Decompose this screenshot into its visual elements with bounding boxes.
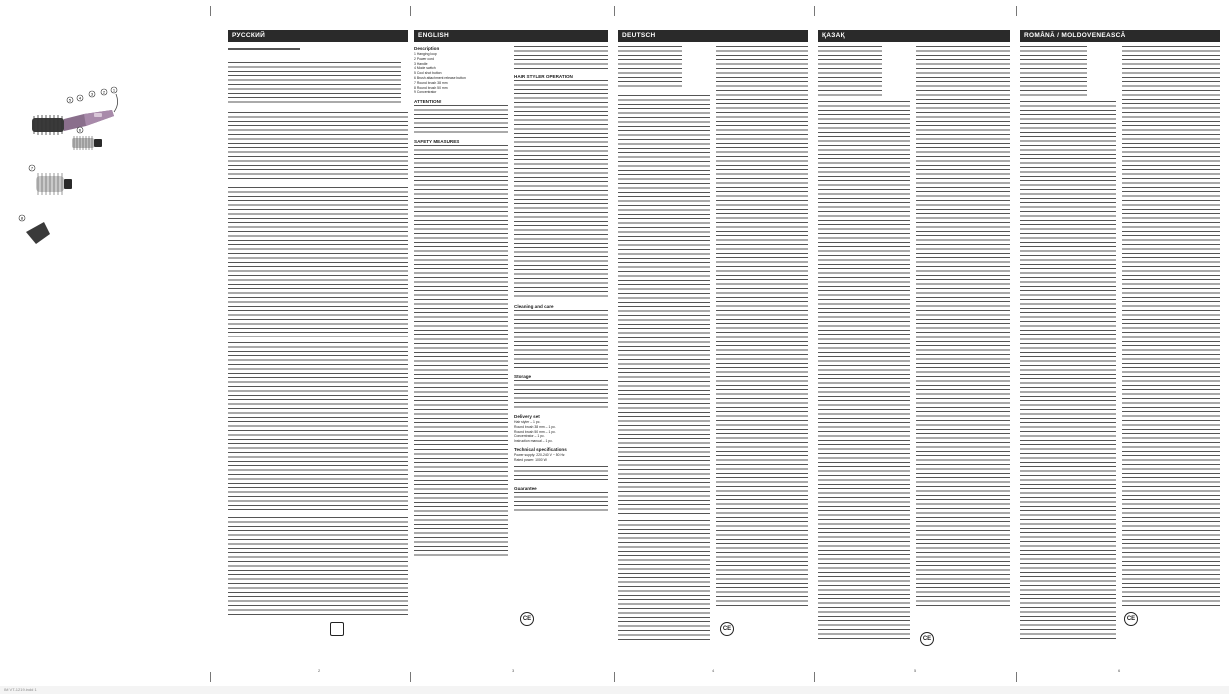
- concentrator-illustration: [19, 215, 50, 244]
- crop-mark: [410, 6, 411, 16]
- list-item: Round brush 50 mm – 1 pc.: [514, 429, 556, 434]
- round-brush-38-illustration: [72, 127, 102, 150]
- crop-mark: [410, 672, 411, 682]
- page-number: 6: [1118, 668, 1121, 673]
- figure-callout-number: 3: [90, 91, 94, 97]
- en-section-specs: Technical specifications: [514, 446, 567, 452]
- list-item: 8 Round brush 50 mm: [414, 85, 448, 90]
- list-item: 1 Hanging loop: [414, 52, 437, 56]
- footer-strip: [0, 686, 1229, 694]
- column-ro-right: [1122, 46, 1220, 686]
- column-ru-continued: [322, 46, 408, 686]
- column-de-right: [716, 46, 808, 686]
- column-kz-right: [916, 46, 1010, 686]
- figure-callout-number: 7: [30, 165, 34, 171]
- styler-main-illustration: [32, 91, 118, 135]
- hair-styler-figure: [10, 30, 120, 270]
- list-item: Power supply: 220-240 V ~ 50 Hz: [514, 452, 565, 457]
- list-item: 9 Concentrator: [414, 90, 437, 95]
- ce-mark-icon: CE: [520, 612, 534, 626]
- crop-mark: [614, 6, 615, 16]
- figure-callout-number: 4: [78, 95, 82, 101]
- panel-illustration: [10, 30, 120, 270]
- crop-mark: [1016, 672, 1017, 682]
- en-section-delivery: Delivery set: [514, 414, 540, 419]
- list-item: 3 Handle: [414, 61, 428, 66]
- en-section-storage: Storage: [514, 374, 532, 379]
- list-item: 5 Cool shot button: [414, 71, 442, 76]
- page-number: 5: [914, 668, 917, 673]
- page-number: 2: [318, 668, 321, 673]
- en-parts-list: [414, 52, 508, 95]
- ce-mark-icon: CE: [1124, 612, 1138, 626]
- list-item: Rated power: 1000 W: [514, 457, 547, 462]
- en-section-guarantee: Guarantee: [514, 485, 537, 491]
- list-item: 4 Mode switch: [414, 66, 436, 71]
- column-ro-left: [1020, 46, 1116, 686]
- figure-callout-number: 2: [102, 89, 106, 95]
- page-number: 4: [712, 668, 715, 673]
- list-item: 2 Power cord: [414, 56, 434, 61]
- footer-file-label: IM VT-1219.indd 1: [4, 687, 37, 692]
- figure-callout-number: 1: [112, 87, 116, 93]
- list-item: Concentrator – 1 pc.: [514, 434, 545, 439]
- crop-mark: [814, 672, 815, 682]
- list-item: Hair styler – 1 pc.: [514, 420, 541, 424]
- column-en-right: [514, 46, 608, 686]
- ce-mark-icon: CE: [920, 632, 934, 646]
- column-en-left: [414, 46, 508, 686]
- en-section-safety: SAFETY MEASURES: [414, 139, 460, 145]
- list-item: Instruction manual – 1 pc.: [514, 439, 553, 444]
- round-brush-50-illustration: [29, 165, 72, 195]
- list-item: 6 Brush attachment release button: [414, 75, 466, 80]
- language-header-kz: ҚАЗАҚ: [818, 30, 1010, 42]
- language-header-ro: ROMÂNĂ / MOLDOVENEASCĂ: [1020, 30, 1220, 42]
- en-section-cleaning: Cleaning and care: [514, 304, 554, 309]
- page-number: 3: [512, 668, 515, 673]
- figure-callout-number: 8: [20, 215, 24, 221]
- crop-mark: [814, 6, 815, 16]
- eac-mark-icon: [330, 622, 344, 636]
- crop-mark: [614, 672, 615, 682]
- en-delivery-list: [514, 420, 608, 444]
- language-header-ru: РУССКИЙ: [228, 30, 408, 42]
- language-header-en: ENGLISH: [414, 30, 608, 42]
- en-section-use: HAIR STYLER OPERATION: [514, 74, 573, 79]
- crop-mark: [210, 672, 211, 682]
- crop-mark: [1016, 6, 1017, 16]
- ce-mark-icon: CE: [720, 622, 734, 636]
- figure-callout-number: 6: [78, 127, 82, 133]
- list-item: Round brush 38 mm – 1 pc.: [514, 424, 556, 429]
- language-header-de: DEUTSCH: [618, 30, 808, 42]
- en-section-attention: ATTENTION!: [414, 99, 442, 105]
- en-section-description: Description: [414, 46, 440, 51]
- figure-callout-number: 5: [68, 97, 72, 103]
- list-item: 7 Round brush 38 mm: [414, 80, 448, 85]
- crop-mark: [210, 6, 211, 16]
- column-de-left: [618, 46, 710, 686]
- column-kz-left: [818, 46, 910, 686]
